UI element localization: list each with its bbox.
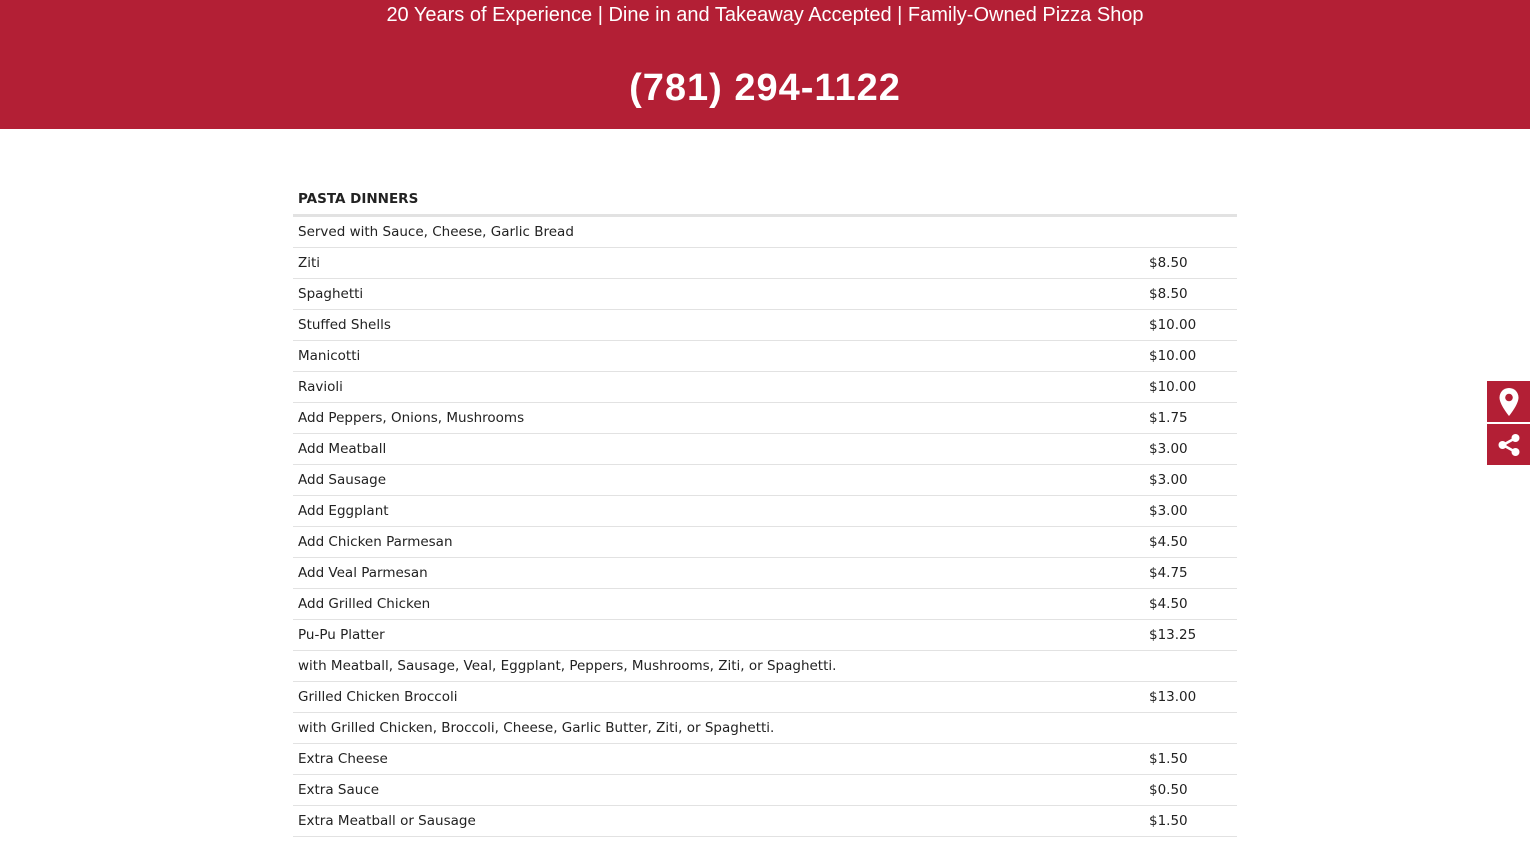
menu-row bbox=[293, 651, 1237, 682]
menu-row bbox=[293, 806, 1237, 837]
menu-item-name: Add Peppers, Onions, Mushrooms bbox=[298, 410, 525, 426]
menu-item-price: $4.50 bbox=[1149, 534, 1188, 550]
menu-item-name: with Grilled Chicken, Broccoli, Cheese, Garlic Butter, Ziti, or Spaghetti. bbox=[298, 720, 775, 736]
menu-row bbox=[293, 527, 1237, 558]
menu-item-price: $8.50 bbox=[1149, 255, 1188, 271]
share-icon bbox=[1497, 433, 1521, 457]
menu-item-name: Grilled Chicken Broccoli bbox=[298, 689, 458, 705]
menu-rows bbox=[293, 217, 1237, 837]
menu-item-price: $13.25 bbox=[1149, 627, 1197, 643]
menu-item-price: $3.00 bbox=[1149, 441, 1188, 457]
share-button[interactable] bbox=[1487, 424, 1530, 465]
menu-item-name: Extra Cheese bbox=[298, 751, 388, 767]
menu-item-name: Spaghetti bbox=[298, 286, 364, 302]
menu-item-price: $1.75 bbox=[1149, 410, 1188, 426]
menu-item-price: $10.00 bbox=[1149, 379, 1197, 395]
menu-item-name: Add Grilled Chicken bbox=[298, 596, 431, 612]
menu-row bbox=[293, 713, 1237, 744]
menu-item-price: $10.00 bbox=[1149, 317, 1197, 333]
menu-item-name: Add Chicken Parmesan bbox=[298, 534, 453, 550]
menu-row bbox=[293, 403, 1237, 434]
menu-item-price: $10.00 bbox=[1149, 348, 1197, 364]
menu-item-name: Pu-Pu Platter bbox=[298, 627, 385, 643]
menu-item-name: Add Eggplant bbox=[298, 503, 389, 519]
menu-item-price: $4.50 bbox=[1149, 596, 1188, 612]
menu-row bbox=[293, 775, 1237, 806]
menu-row bbox=[293, 341, 1237, 372]
menu-item-name: Add Veal Parmesan bbox=[298, 565, 428, 581]
menu-item-name: with Meatball, Sausage, Veal, Eggplant, Peppers, Mushrooms, Ziti, or Spaghetti. bbox=[298, 658, 837, 674]
menu-row bbox=[293, 372, 1237, 403]
menu-item-name: Served with Sauce, Cheese, Garlic Bread bbox=[298, 224, 574, 240]
menu-row bbox=[293, 310, 1237, 341]
menu-item-name: Ziti bbox=[298, 255, 321, 271]
menu-row bbox=[293, 558, 1237, 589]
menu-item-price: $1.50 bbox=[1149, 813, 1188, 829]
menu-row bbox=[293, 465, 1237, 496]
phone-number-link[interactable]: (781) 294-1122 bbox=[629, 67, 901, 109]
menu-item-price: $1.50 bbox=[1149, 751, 1188, 767]
menu-item-price: $3.00 bbox=[1149, 503, 1188, 519]
menu-item-name: Add Sausage bbox=[298, 472, 387, 488]
menu-item-price: $3.00 bbox=[1149, 472, 1188, 488]
header-banner bbox=[0, 0, 1530, 129]
menu-item-price: $8.50 bbox=[1149, 286, 1188, 302]
map-pin-icon bbox=[1498, 387, 1520, 417]
menu-row bbox=[293, 248, 1237, 279]
menu-row bbox=[293, 279, 1237, 310]
menu-item-price: $13.00 bbox=[1149, 689, 1197, 705]
menu-table bbox=[293, 185, 1237, 837]
menu-row bbox=[293, 682, 1237, 713]
menu-row bbox=[293, 744, 1237, 775]
tagline: 20 Years of Experience | Dine in and Takeaway Accepted | Family-Owned Pizza Shop bbox=[386, 4, 1144, 26]
side-tabs bbox=[1487, 381, 1530, 467]
menu-item-name: Stuffed Shells bbox=[298, 317, 391, 333]
menu-item-name: Extra Sauce bbox=[298, 782, 380, 798]
menu-item-price: $4.75 bbox=[1149, 565, 1188, 581]
menu-item-name: Add Meatball bbox=[298, 441, 387, 457]
menu-item-name: Ravioli bbox=[298, 379, 343, 395]
location-button[interactable] bbox=[1487, 381, 1530, 422]
menu-row bbox=[293, 589, 1237, 620]
menu-row bbox=[293, 496, 1237, 527]
menu-row bbox=[293, 620, 1237, 651]
menu-item-price: $0.50 bbox=[1149, 782, 1188, 798]
menu-section-title: PASTA DINNERS bbox=[293, 185, 1237, 217]
menu-item-name: Manicotti bbox=[298, 348, 361, 364]
menu-row bbox=[293, 434, 1237, 465]
menu-row bbox=[293, 217, 1237, 248]
menu-item-name: Extra Meatball or Sausage bbox=[298, 813, 476, 829]
